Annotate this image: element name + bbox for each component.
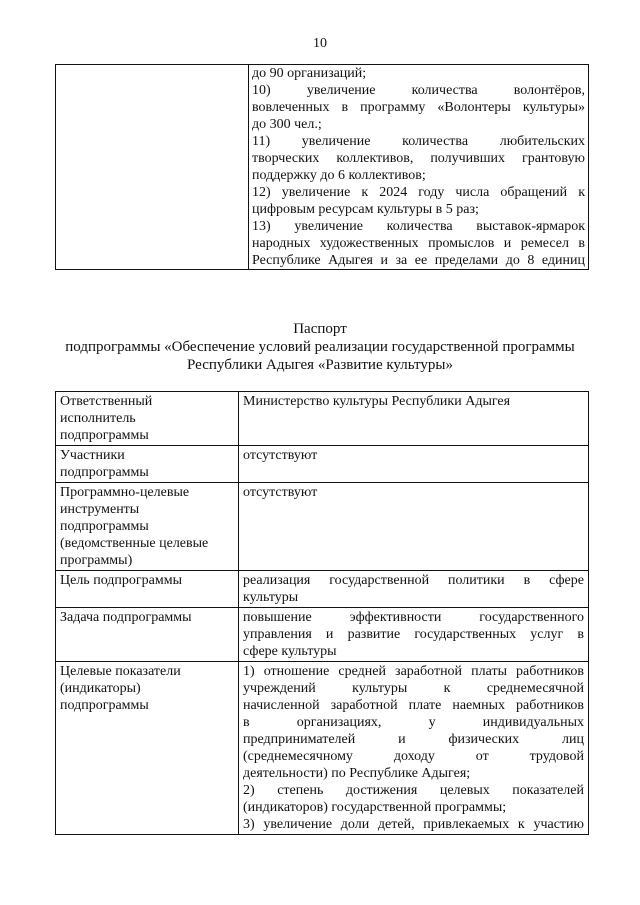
row-value bbox=[239, 483, 589, 571]
value-line: 2) степень достижения целевых показателей bbox=[243, 783, 584, 798]
row-label bbox=[56, 662, 239, 835]
row-label bbox=[56, 392, 239, 446]
row-value bbox=[239, 662, 589, 835]
label-line: Ответственный bbox=[60, 394, 153, 409]
row-value bbox=[239, 571, 589, 608]
continuation-table bbox=[55, 64, 589, 270]
value-line: культуры bbox=[243, 590, 299, 605]
continuation-line: вовлеченных в программу «Волонтеры культуры» bbox=[252, 100, 585, 115]
table-row bbox=[56, 483, 589, 571]
continuation-line: до 300 чел.; bbox=[252, 117, 322, 132]
label-line: подпрограммы bbox=[60, 698, 149, 713]
continuation-line: 10) увеличение количества волонтёров, bbox=[252, 83, 585, 98]
table-row bbox=[56, 662, 589, 835]
label-line: подпрограммы bbox=[60, 428, 149, 443]
continuation-line: 13) увеличение количества выставок-ярмарок bbox=[252, 219, 585, 234]
passport-heading bbox=[0, 320, 640, 374]
row-label bbox=[56, 608, 239, 662]
continuation-line: до 90 организаций; bbox=[252, 66, 367, 81]
value-line: (индикаторов) государственной программы; bbox=[243, 800, 507, 815]
value-line: начисленной заработной плате наемных работников bbox=[243, 698, 584, 713]
label-line: (индикаторы) bbox=[60, 681, 141, 696]
row-label bbox=[56, 446, 239, 483]
value-line: 3) увеличение доли детей, привлекаемых к участию bbox=[243, 817, 584, 832]
continuation-text-cell bbox=[249, 65, 589, 270]
continuation-line: 12) увеличение к 2024 году числа обращений к bbox=[252, 185, 585, 200]
continuation-line: творческих коллективов, получивших грантовую bbox=[252, 151, 585, 166]
value-line: отсутствуют bbox=[243, 448, 318, 463]
label-line: Цель подпрограммы bbox=[60, 573, 182, 588]
continuation-line: поддержку до 6 коллективов; bbox=[252, 168, 426, 183]
value-line: повышение эффективности государственного bbox=[243, 610, 584, 625]
continuation-line: цифровым ресурсам культуры в 5 раз; bbox=[252, 202, 479, 217]
passport-subtitle-line: Республики Адыгея «Развитие культуры» bbox=[187, 357, 453, 373]
label-line: Целевые показатели bbox=[60, 664, 181, 679]
continuation-empty-cell bbox=[56, 65, 249, 270]
label-line: Участники bbox=[60, 448, 125, 463]
passport-title: Паспорт bbox=[293, 321, 347, 337]
value-line: предпринимателей и физических лиц bbox=[243, 732, 584, 747]
value-line: отсутствуют bbox=[243, 485, 318, 500]
continuation-line: 11) увеличение количества любительских bbox=[252, 134, 585, 149]
passport-table bbox=[55, 391, 589, 835]
label-line: подпрограммы bbox=[60, 519, 149, 534]
page-number: 10 bbox=[313, 36, 327, 51]
passport-subtitle-line: подпрограммы «Обеспечение условий реализации государственной программы bbox=[65, 339, 575, 355]
value-line: в организациях, у индивидуальных bbox=[243, 715, 584, 730]
label-line: Задача подпрограммы bbox=[60, 610, 192, 625]
value-line: деятельности) по Республике Адыгея; bbox=[243, 766, 471, 781]
row-value bbox=[239, 446, 589, 483]
label-line: инструменты bbox=[60, 502, 140, 517]
table-row bbox=[56, 571, 589, 608]
label-line: программы) bbox=[60, 553, 133, 568]
continuation-line: народных художественных промыслов и ремесел в bbox=[252, 236, 585, 251]
label-line: подпрограммы bbox=[60, 465, 149, 480]
row-value bbox=[239, 608, 589, 662]
label-line: исполнитель bbox=[60, 411, 136, 426]
row-label bbox=[56, 571, 239, 608]
label-line: Программно-целевые bbox=[60, 485, 190, 500]
table-row bbox=[56, 392, 589, 446]
continuation-line: Республике Адыгея и за ее пределами до 8 единиц bbox=[252, 253, 585, 268]
row-value bbox=[239, 392, 589, 446]
table-row bbox=[56, 608, 589, 662]
value-line: Министерство культуры Республики Адыгея bbox=[243, 394, 511, 409]
value-line: учреждений культуры к среднемесячной bbox=[243, 681, 584, 696]
value-line: управления и развитие государственных услуг в bbox=[243, 627, 584, 642]
value-line: сфере культуры bbox=[243, 644, 337, 659]
label-line: (ведомственные целевые bbox=[60, 536, 209, 551]
table-row bbox=[56, 446, 589, 483]
row-label bbox=[56, 483, 239, 571]
value-line: (среднемесячному доходу от трудовой bbox=[243, 749, 584, 764]
value-line: реализация государственной политики в сфере bbox=[243, 573, 584, 588]
value-line: 1) отношение средней заработной платы работников bbox=[243, 664, 584, 679]
